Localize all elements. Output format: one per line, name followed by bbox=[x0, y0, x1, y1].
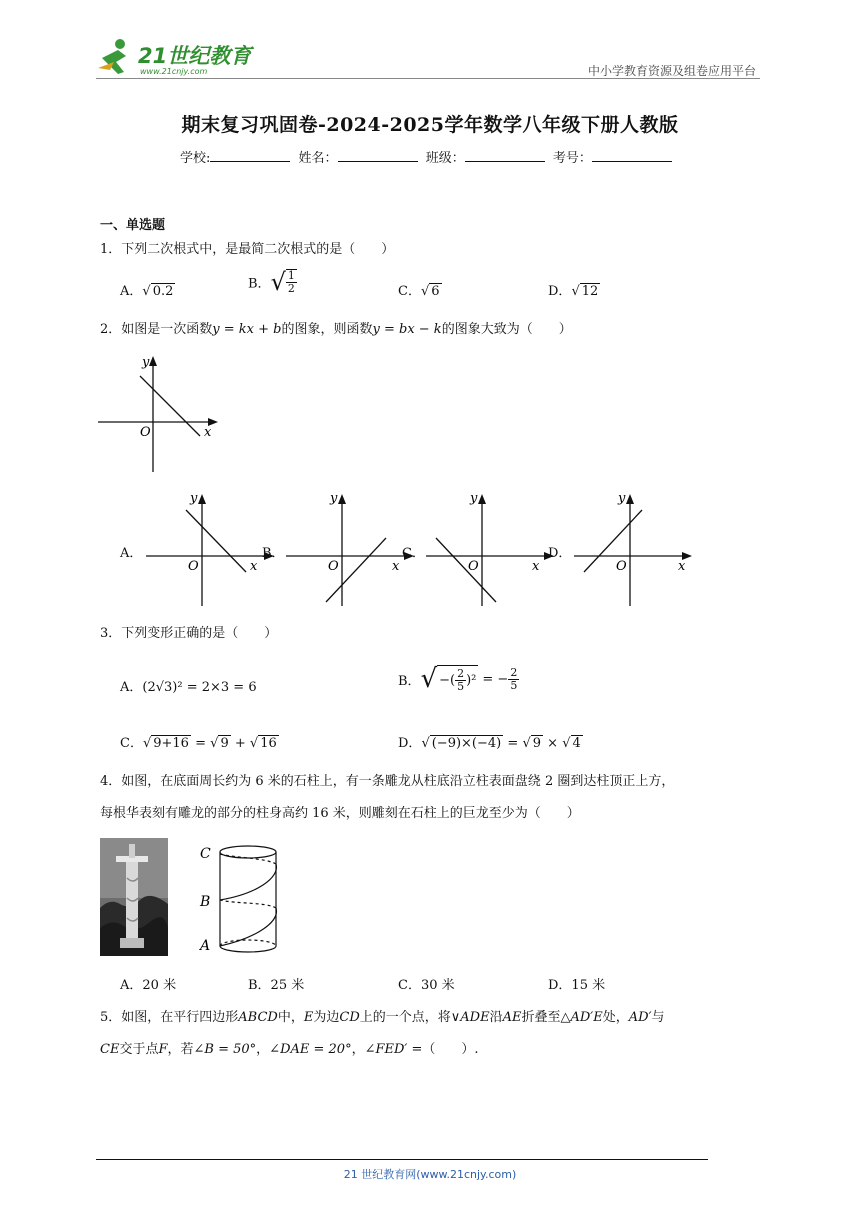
point-c-label: C bbox=[200, 846, 211, 862]
svg-text:O: O bbox=[468, 559, 479, 574]
q4-option-d[interactable]: D．15 米 bbox=[548, 978, 606, 993]
logo bbox=[96, 38, 256, 78]
svg-text:x: x bbox=[250, 559, 258, 574]
question-3-stem: 3．下列变形正确的是（ ） bbox=[100, 626, 278, 641]
q4-option-a[interactable]: A．20 米 bbox=[120, 978, 177, 993]
q4-option-b[interactable]: B．25 米 bbox=[248, 978, 305, 993]
svg-text:y: y bbox=[330, 491, 338, 506]
q1-option-a[interactable]: A．√ 0.2 bbox=[120, 284, 174, 299]
expr-kx-b: y = kx + b bbox=[212, 322, 282, 337]
q2-main-graph bbox=[96, 352, 220, 476]
class-blank[interactable] bbox=[465, 149, 545, 162]
q1-option-d[interactable]: D．√ 12 bbox=[548, 284, 599, 299]
svg-text:x: x bbox=[532, 559, 540, 574]
footer-divider bbox=[96, 1159, 708, 1160]
q3-option-c[interactable]: C．√ 9+16 = √ 9 + √ 16 bbox=[120, 736, 277, 751]
point-a-label: A bbox=[200, 938, 211, 954]
svg-text:O: O bbox=[328, 559, 339, 574]
q1-option-b[interactable]: B．√ $\frac{1}{2}$ bbox=[248, 268, 295, 296]
q2-option-a-label[interactable]: A． bbox=[120, 546, 143, 561]
school-label: 学校: bbox=[180, 151, 211, 166]
expr-bx-k: y = bx − k bbox=[372, 322, 442, 337]
q2-option-a-graph[interactable] bbox=[146, 488, 276, 610]
q2-option-b-label[interactable]: B． bbox=[262, 546, 285, 561]
q1-option-c[interactable]: C．√ 6 bbox=[398, 284, 440, 299]
svg-text:y: y bbox=[618, 491, 626, 506]
question-4-line2: 每根华表刻有雕龙的部分的柱身高约 16 米，则雕刻在石柱上的巨龙至少为（ ） bbox=[100, 806, 580, 821]
logo-text: 21世纪教育 bbox=[138, 44, 252, 68]
platform-name: 中小学教育资源及组卷应用平台 bbox=[587, 64, 756, 78]
svg-text:y: y bbox=[470, 491, 478, 506]
svg-text:y: y bbox=[190, 491, 198, 506]
name-blank[interactable] bbox=[338, 149, 418, 162]
footer-text[interactable]: 21 世纪教育网(www.21cnjy.com) bbox=[343, 1168, 517, 1181]
svg-text:O: O bbox=[140, 425, 151, 440]
name-label: 姓名： bbox=[298, 151, 338, 166]
q2-option-c-graph[interactable] bbox=[426, 488, 556, 610]
q2-option-b-graph[interactable] bbox=[286, 488, 416, 610]
cylinder-figure bbox=[196, 838, 286, 960]
q3-option-a[interactable]: A．(2√3)² = 2×3 = 6 bbox=[120, 680, 257, 695]
svg-text:x: x bbox=[392, 559, 400, 574]
question-4-line1: 4．如图，在底面周长约为 6 米的石柱上，有一条雕龙从柱底沿立柱表面盘绕 2 圈到达柱顶正上方， bbox=[100, 774, 675, 789]
q2-option-c-label[interactable]: C． bbox=[402, 546, 425, 561]
svg-text:O: O bbox=[616, 559, 627, 574]
number-label: 考号： bbox=[552, 151, 592, 166]
huabiao-photo bbox=[100, 838, 168, 956]
class-label: 班级： bbox=[425, 151, 465, 166]
logo-url: www.21cnjy.com bbox=[140, 67, 208, 76]
point-b-label: B bbox=[200, 894, 211, 910]
svg-text:y: y bbox=[142, 355, 150, 370]
question-5-line1: 5．如图，在平行四边形ABCD中，E为边CD上的一个点，将∨ADE沿AE折叠至△AD′E处，AD′与 bbox=[100, 1010, 665, 1025]
runner-icon bbox=[98, 39, 126, 74]
q3-option-b[interactable]: B． √ −( $\frac{2}{5}$ )² = − $\frac{2}{5}$ bbox=[398, 664, 518, 694]
section-heading: 一、单选题 bbox=[100, 218, 166, 233]
q2-option-d-label[interactable]: D． bbox=[548, 546, 572, 561]
number-blank[interactable] bbox=[592, 149, 672, 162]
school-blank[interactable] bbox=[210, 149, 290, 162]
question-1-stem: 1．下列二次根式中，是最简二次根式的是（ ） bbox=[100, 242, 395, 257]
svg-text:x: x bbox=[204, 425, 212, 440]
q4-option-c[interactable]: C．30 米 bbox=[398, 978, 455, 993]
svg-text:x: x bbox=[678, 559, 686, 574]
question-2-stem: 2．如图是一次函数y = kx + b的图象，则函数y = bx − k的图象大致为（ ） bbox=[100, 322, 572, 337]
page-title: 期末复习巩固卷-2024-2025学年数学八年级下册人教版 bbox=[181, 114, 679, 136]
question-5-line2: CE交于点F，若∠B = 50°，∠DAE = 20°，∠FED′ =（ ）. bbox=[100, 1042, 479, 1057]
header-divider bbox=[96, 78, 760, 79]
q2-option-d-graph[interactable] bbox=[574, 488, 694, 610]
student-info bbox=[180, 147, 676, 166]
svg-text:O: O bbox=[188, 559, 199, 574]
q3-option-d[interactable]: D．√ (−9)×(−4) = √ 9 × √ 4 bbox=[398, 736, 581, 751]
